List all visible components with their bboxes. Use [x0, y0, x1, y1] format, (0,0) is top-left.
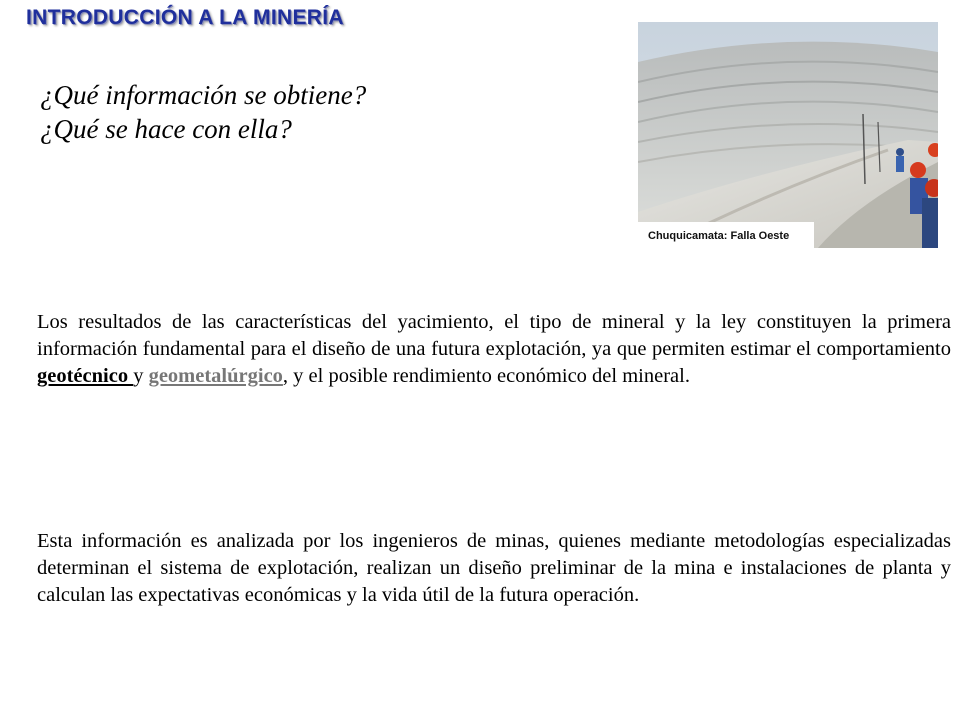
geometalurgico-link[interactable]: geometalúrgico — [148, 365, 283, 387]
photo-caption: Chuquicamata: Falla Oeste — [648, 230, 790, 242]
questions-block — [40, 78, 366, 146]
paragraph-yacimiento — [37, 309, 951, 390]
question-1: ¿Qué información se obtiene? — [40, 80, 367, 110]
page-title: INTRODUCCIÓN A LA MINERÍA — [26, 6, 344, 29]
paragraph-ingenieros: Esta información es analizada por los ingenieros de minas, quienes mediante metodologías especializadas determinan el sistema de explotación, realizan un diseño preliminar de la mina e instalaciones de planta y calculan las expectativas económicas y la vida útil de la futura operación. — [37, 530, 951, 606]
geotecnico-link[interactable]: geotécnico — [37, 365, 134, 387]
mine-photo-illustration — [638, 22, 938, 248]
question-2: ¿Qué se hace con ella? — [40, 114, 292, 144]
paragraph1-text-after: , y el posible rendimiento económico del mineral. — [282, 365, 690, 387]
photo-caption-bar — [638, 222, 814, 248]
paragraph1-text-before: Los resultados de las características del yacimiento, el tipo de mineral y la ley constituyen la primera información fundamental para el diseño de una futura explotación, ya que permiten estimar el comportamiento — [37, 311, 951, 360]
mine-photo — [638, 22, 938, 248]
paragraph1-middle: y — [133, 365, 149, 387]
